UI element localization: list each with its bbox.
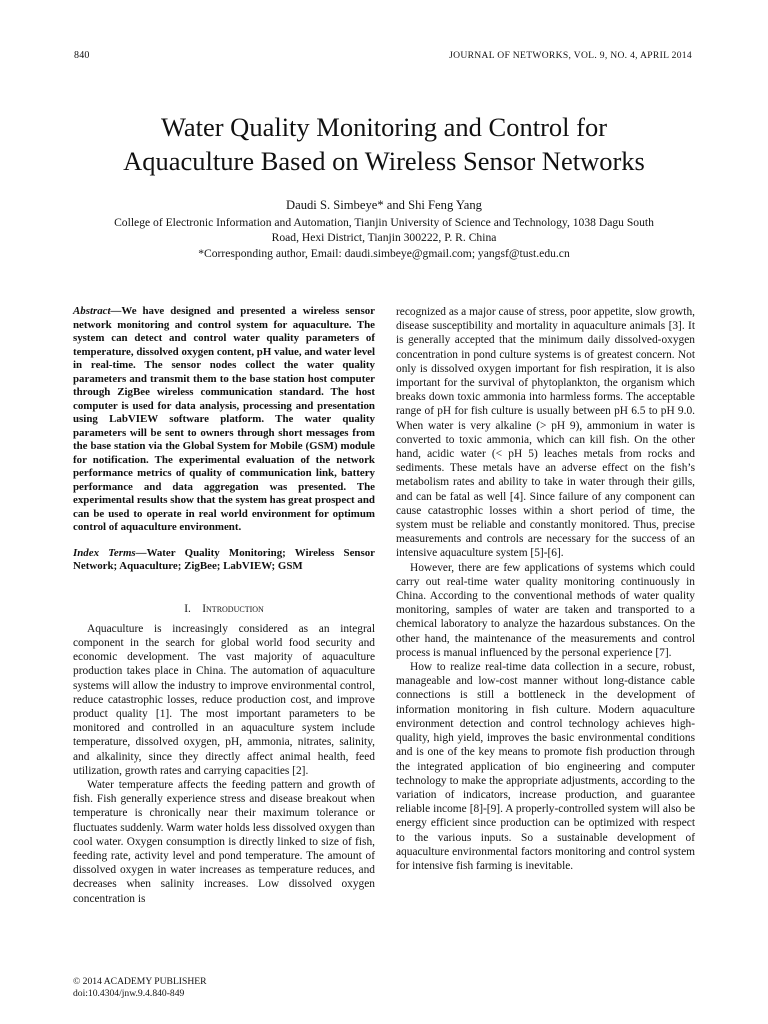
index-terms-text: —Water Quality Monitoring; Wireless Sensor Network; Aquaculture; ZigBee; LabVIEW; GSM bbox=[73, 546, 375, 572]
abstract bbox=[73, 305, 375, 535]
paper-title bbox=[60, 110, 708, 178]
left-column bbox=[73, 305, 375, 906]
section-number: I. bbox=[184, 602, 191, 615]
abstract-lead: Abstract bbox=[73, 305, 111, 317]
right-column bbox=[396, 305, 695, 873]
doi: doi:10.4304/jnw.9.4.840-849 bbox=[73, 988, 185, 999]
paragraph: Water temperature affects the feeding pattern and growth of fish. Fish generally experience stress and disease breakout when temperature is chronically near their maximum tolerance or fluctuates suddenly. Warm water holds less dissolved oxygen than cool water. Oxygen consumption is directly linked to size of fish, feeding rate, activity level and pond temperature. The amount of dissolved oxygen in water increases as temperature reduces, and decreases when salinity increases. Low dissolved oxygen concentration is bbox=[73, 778, 375, 905]
paragraph: However, there are few applications of systems which could carry out real-time water quality monitoring continuously in China. According to the conventional methods of water quality monitoring, samples of water are taken and transported to a chemical laboratory to analyze the hazardous substances. On the other hand, the maintenance of the measurements and control process is manual influenced by the personal experience [7]. bbox=[396, 561, 695, 659]
index-terms bbox=[73, 547, 375, 574]
index-terms-lead: Index Terms bbox=[73, 546, 136, 559]
authors: Daudi S. Simbeye* and Shi Feng Yang bbox=[286, 198, 482, 212]
copyright: © 2014 ACADEMY PUBLISHER bbox=[73, 976, 207, 987]
affiliation-line-2: Road, Hexi District, Tianjin 300222, P. R. China bbox=[271, 231, 497, 245]
title-line-1: Water Quality Monitoring and Control for bbox=[160, 112, 608, 142]
section-heading bbox=[73, 602, 375, 616]
journal-header: JOURNAL OF NETWORKS, VOL. 9, NO. 4, APRIL 2014 bbox=[449, 50, 692, 61]
paragraph: How to realize real-time data collection in a secure, robust, manageable and low-cost manner without long-distance cable connections is still a bottleneck in the development of information monitoring in fish culture. Modern aquaculture environment detection and control technology achieves high-quality, high yield, improves the basic environmental conditions and is one of the key means to promote fish production through the integrated application of bio engineering and computer technology to make the appropriate adjustments, according to the variation of indicators, increase production, and guarantee reliable income [8]-[9]. A properly-controlled system will also be energy efficient since production can be optimized with respect to the various inputs. So a sustainable development of aquaculture environmental factors monitoring and control system for intensive fish farming is inevitable. bbox=[396, 661, 695, 872]
page-number: 840 bbox=[74, 50, 90, 61]
paragraph: Aquaculture is increasingly considered as an integral component in the search for global world food security and economic development. The vast majority of aquaculture production takes place in China. The automation of aquaculture systems will allow the industry to improve environmental control, reduce catastrophic losses, reduce production cost, and improve product quality [1]. The most important parameters to be monitored and controlled in an aquaculture system include temperature, dissolved oxygen, pH, ammonia, nitrates, salinity, and alkalinity, since they directly affect animal health, feed utilization, growth rates and carrying capacities [2]. bbox=[73, 622, 375, 777]
abstract-text: —We have designed and presented a wireless sensor network monitoring and control system for aquaculture. The system can detect and control water quality parameters of temperature, dissolved oxygen content, pH value, and water level in real-time. The sensor nodes collect the water quality parameters and transmit them to the base station host computer through ZigBee wireless communication standard. The host computer is used for data analysis, processing and presentation using LabVIEW software platform. The water quality parameters will be sent to owners through short messages from the base station via the Global System for Mobile (GSM) module for notification. The experimental evaluation of the network performance metrics of quality of communication link, battery performance and data aggregation was presented. The experimental results show that the system has great prospect and can be used to operate in real world environment for optimum control of aquaculture environment. bbox=[73, 305, 375, 533]
affiliation-line-1: College of Electronic Information and Automation, Tianjin University of Science and Technology, 1038 Dagu South bbox=[114, 216, 654, 229]
footer bbox=[73, 976, 207, 1000]
corresponding-author: *Corresponding author, Email: daudi.simbeye@gmail.com; yangsf@tust.edu.cn bbox=[198, 246, 570, 260]
affiliation bbox=[74, 215, 694, 261]
title-line-2: Aquaculture Based on Wireless Sensor Networks bbox=[123, 146, 645, 176]
paragraph: recognized as a major cause of stress, poor appetite, slow growth, disease susceptibility and mortality in aquaculture animals [3]. It is generally accepted that the minimum daily dissolved-oxygen concentration in pond culture systems is of greatest concern. Not only is dissolved oxygen important for fish respiration, it is also important for the survival of phytoplankton, the organism which breaks down toxic ammonia into harmless forms. The acceptable range of pH for fish culture is usually between pH 6.5 to pH 9.0. When water is very alkaline (> pH 9), ammonium in water is converted to toxic ammonia, which can kill fish. On the other hand, acidic water (< pH 5) leaches metals from rocks and sediments. These metals have an adverse effect on the fish’s metabolism rates and ability to take in water through their gills, and can be fatal as well [4]. Since failure of any component can cause catastrophic losses within a short period of time, the system must be reliable and constantly monitored. Thus, precise measurements and controls are necessary for the success of an intensive aquaculture system [5]-[6]. bbox=[396, 306, 695, 560]
section-title: Introduction bbox=[202, 602, 264, 615]
